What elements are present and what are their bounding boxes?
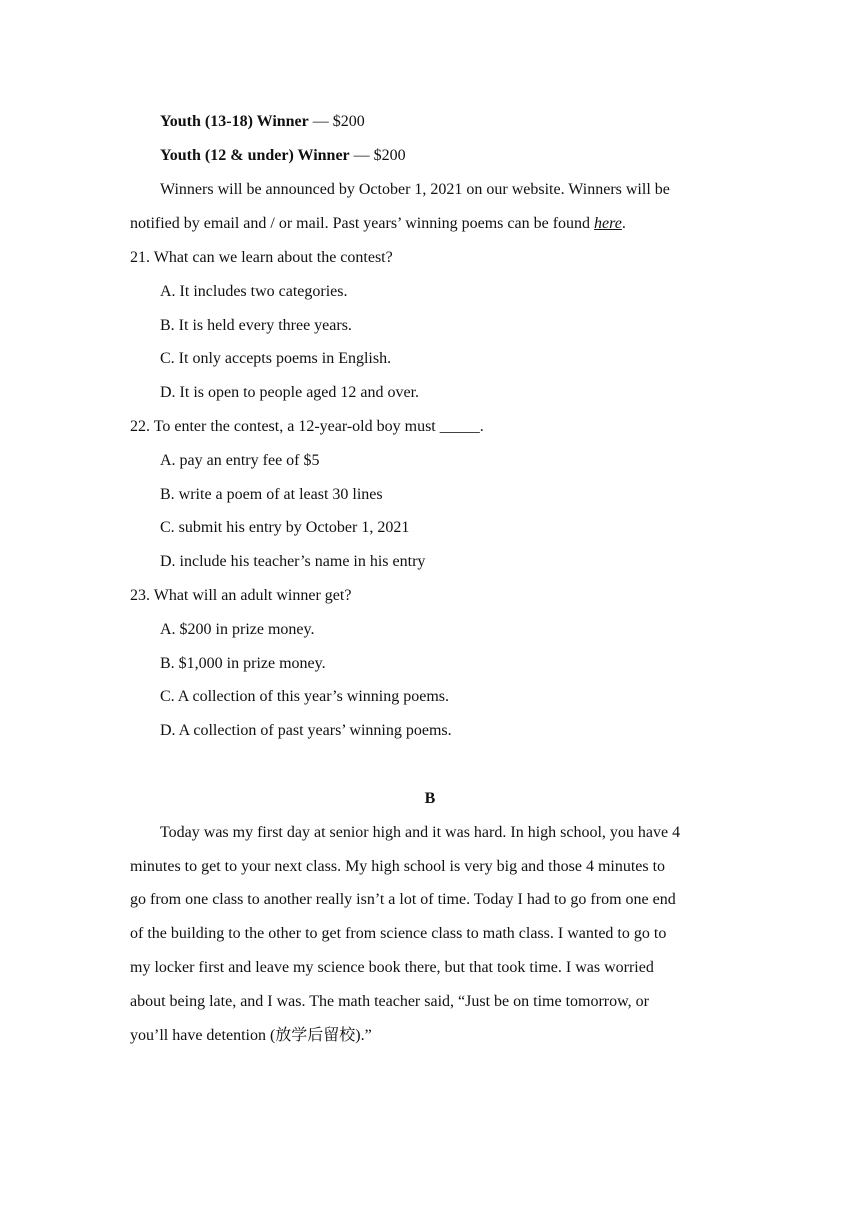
announce-line-1: Winners will be announced by October 1, 2021 on our website. Winners will be [160, 181, 670, 198]
question-22-option-a: A. pay an entry fee of $5 [160, 452, 320, 469]
past-poems-link[interactable]: here [594, 215, 622, 232]
passage-line: go from one class to another really isn’t a lot of time. Today I had to go from one end [130, 891, 676, 908]
passage-line: you’ll have detention (放学后留校).” [130, 1027, 372, 1044]
prize-label: Youth (12 & under) Winner [160, 147, 350, 164]
passage-line: about being late, and I was. The math teacher said, “Just be on time tomorrow, or [130, 993, 649, 1010]
question-21-option-c: C. It only accepts poems in English. [160, 350, 392, 367]
question-23-option-d: D. A collection of past years’ winning poems. [160, 722, 452, 739]
prize-label: Youth (13-18) Winner [160, 113, 309, 130]
prize-line-youth-12-under [160, 146, 760, 166]
section-b-heading: B [424, 790, 436, 807]
passage-line: my locker first and leave my science book there, but that took time. I was worried [130, 959, 654, 976]
question-22-option-b: B. write a poem of at least 30 lines [160, 486, 383, 503]
question-22-option-c: C. submit his entry by October 1, 2021 [160, 519, 410, 536]
question-21-option-d: D. It is open to people aged 12 and over. [160, 384, 420, 401]
passage-line: minutes to get to your next class. My high school is very big and those 4 minutes to [130, 858, 666, 875]
question-21-option-b: B. It is held every three years. [160, 317, 352, 334]
prize-line-youth-13-18 [160, 112, 760, 132]
prize-amount: — $200 [349, 147, 406, 164]
announce-period: . [621, 215, 626, 232]
question-21-stem: 21. What can we learn about the contest? [130, 249, 393, 266]
announce-line-2 [130, 214, 730, 234]
question-23-option-c: C. A collection of this year’s winning poems. [160, 688, 450, 705]
question-22-stem: 22. To enter the contest, a 12-year-old boy must _____. [130, 418, 484, 435]
question-23-option-b: B. $1,000 in prize money. [160, 655, 326, 672]
passage-line: Today was my first day at senior high and it was hard. In high school, you have 4 [160, 824, 681, 841]
prize-amount: — $200 [308, 113, 365, 130]
passage-line: of the building to the other to get from science class to math class. I wanted to go to [130, 925, 667, 942]
question-21-option-a: A. It includes two categories. [160, 283, 348, 300]
announce-text: notified by email and / or mail. Past years’ winning poems can be found [130, 215, 595, 232]
question-22-option-d: D. include his teacher’s name in his entry [160, 553, 426, 570]
question-23-stem: 23. What will an adult winner get? [130, 587, 352, 604]
question-23-option-a: A. $200 in prize money. [160, 621, 315, 638]
